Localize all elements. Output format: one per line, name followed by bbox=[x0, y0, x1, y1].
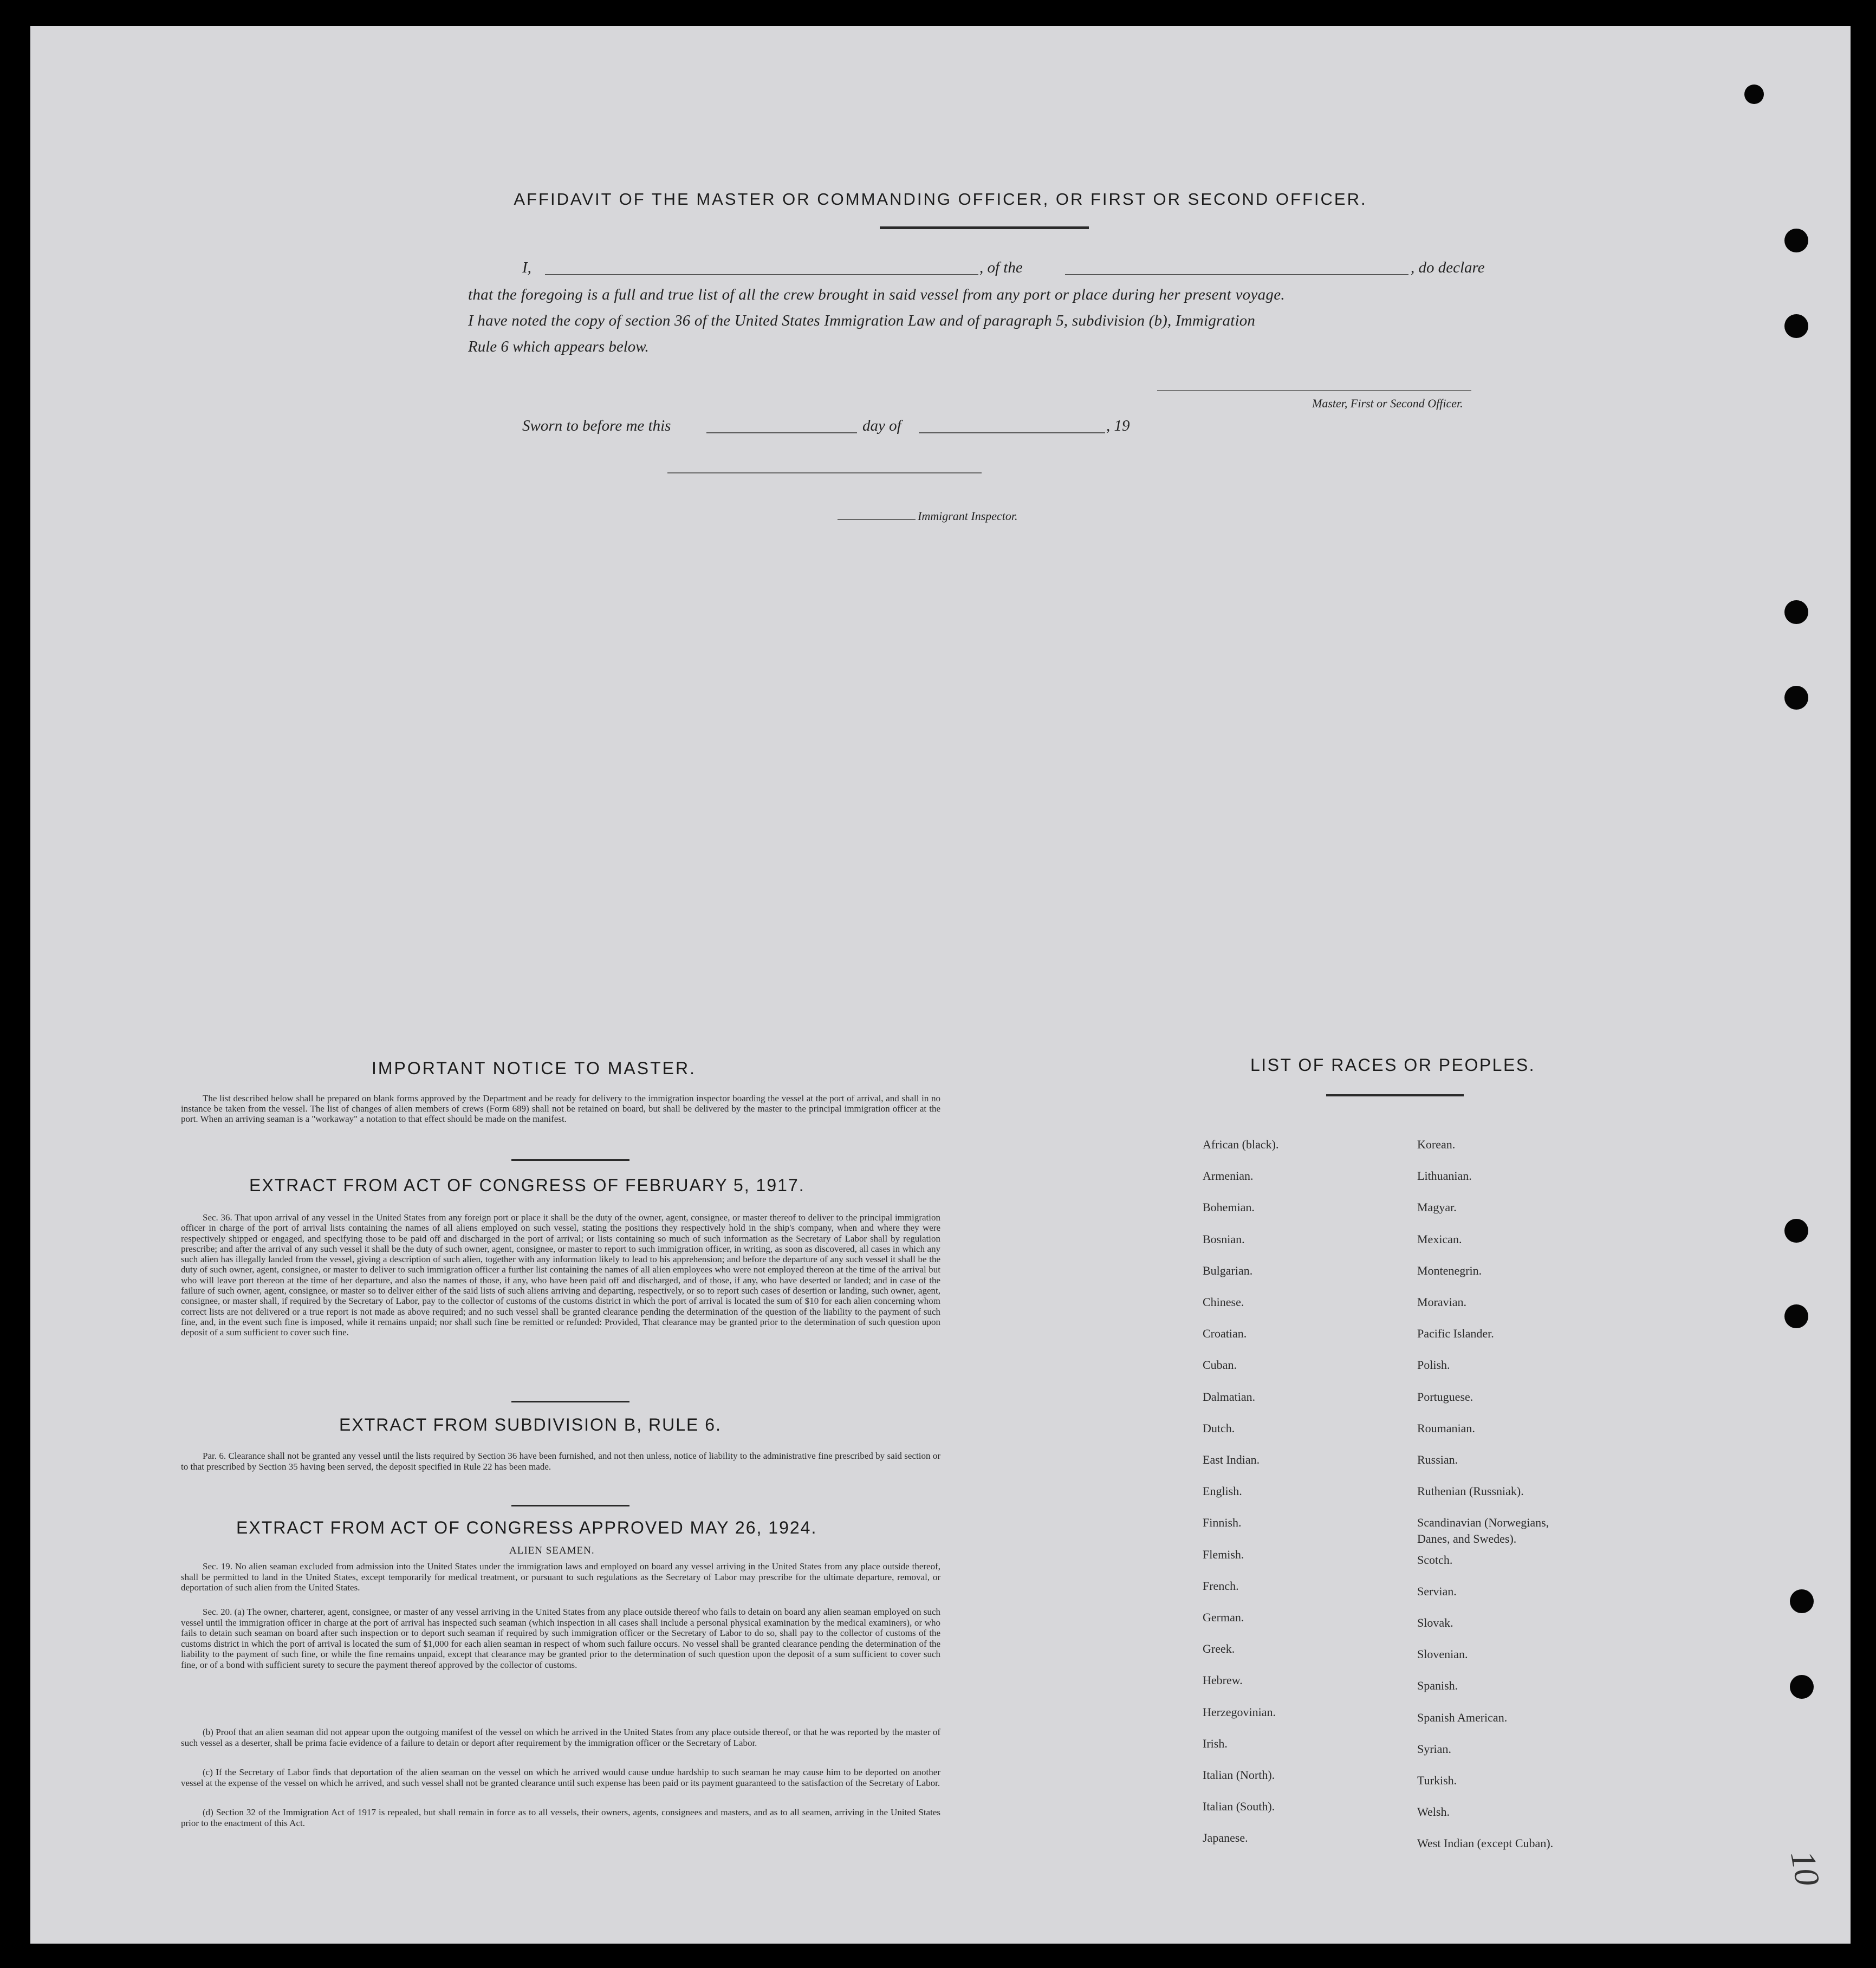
race-right-item: Pacific Islander. bbox=[1417, 1327, 1494, 1341]
race-right-item: Russian. bbox=[1417, 1453, 1458, 1466]
race-left-item: Hebrew. bbox=[1203, 1673, 1243, 1687]
sworn-day-line bbox=[706, 432, 857, 433]
race-right-item: Montenegrin. bbox=[1417, 1263, 1482, 1277]
binder-hole-1 bbox=[1784, 229, 1808, 252]
vessel-blank-line bbox=[1065, 274, 1408, 275]
races-title-rule bbox=[1326, 1094, 1464, 1096]
extract-1917-rule bbox=[511, 1401, 629, 1402]
race-left-item: Dalmatian. bbox=[1203, 1389, 1256, 1404]
extract-1924-title: EXTRACT FROM ACT OF CONGRESS APPROVED MAY 26, 1924. bbox=[236, 1518, 817, 1537]
race-left-item: Cuban. bbox=[1203, 1358, 1237, 1372]
race-right-item: Moravian. bbox=[1417, 1295, 1467, 1309]
race-right-item: Polish. bbox=[1417, 1358, 1450, 1372]
extract-1917-body: Sec. 36. That upon arrival of any vessel in the United States from any foreign port or place it shall be the duty of the owner, agent, consignee, or master thereof to deliver to the principal immigration officer in charge of the port of arrival lists containing the names of all aliens employed on such vessel, stating the positions they respectively hold in the ship's company, when and where they were respectively shipped or engaged, and specifying those to be paid off and discharged in the port of arrival; or lists containing so much of such information as the Secretary of Labor shall by regulation prescribe; and after the arrival of any such vessel it shall be the duty of such owner, agent, consignee, or master to report to such immigration officer, in writing, as soon as discovered, all cases in which any such alien has illegally landed from the vessel, giving a description of such alien, together with any information likely to lead to his apprehension; and before the departure of any such vessel it shall be the duty of such owner, agent, consignee, or master to deliver to such immigration officer a further list containing the names of all alien employees who were not employed thereon at the time of the arrival but who will leave port thereon at the time of her departure, and also the names of those, if any, who have been paid off and discharged, and of those, if any, who have deserted or landed; and in case of the failure of such owner, agent, consignee, or master so to deliver either of the said lists of such aliens arriving and departing, respectively, or so to report such cases of desertion or landing, such owner, agent, consignee, or master shall, if required by the Secretary of Labor, pay to the collector of customs of the customs district in which the port of arrival is located the sum of $10 for each alien concerning whom correct lists are not delivered or a true report is not made as above required; and no such vessel shall be granted clearance pending the determination of the question of the liability to the payment of such fine, and, in the event such fine is imposed, while it remains unpaid; nor shall such fine be remitted or refunded: Provided, That clearance may be granted prior to the determination of such question upon deposit of a sum sufficient to cover such fine. bbox=[181, 1212, 940, 1338]
binder-hole-5 bbox=[1784, 1219, 1808, 1243]
notice-rule bbox=[511, 1159, 629, 1161]
race-right-item: Turkish. bbox=[1417, 1774, 1457, 1787]
race-right-item: Scotch. bbox=[1417, 1553, 1453, 1567]
binder-hole-4 bbox=[1784, 686, 1808, 710]
race-left-item: Croatian. bbox=[1203, 1327, 1247, 1341]
race-left-item: French. bbox=[1203, 1579, 1239, 1593]
race-right-item: Ruthenian (Russniak). bbox=[1417, 1484, 1524, 1498]
races-title: LIST OF RACES OR PEOPLES. bbox=[1250, 1055, 1536, 1075]
race-left-item: Dutch. bbox=[1203, 1421, 1235, 1435]
extract-1924-sec20b: (b) Proof that an alien seaman did not appear upon the outgoing manifest of the vessel on which he arrived in the United States from any place outside thereof, or that he was reported by the master of such vessel as a deserter, shall be prima facie evidence of a failure to detain or deport after requirement by the immigration officer or the Secretary of Labor. bbox=[181, 1727, 940, 1748]
race-right-item: Magyar. bbox=[1417, 1200, 1457, 1214]
affidavit-line-3: I have noted the copy of section 36 of the United States Immigration Law and of paragraph 5, subdivision (b), Immigration bbox=[468, 312, 1256, 329]
sworn-day-label: day of bbox=[862, 417, 901, 434]
race-right-item: Welsh. bbox=[1417, 1805, 1450, 1819]
affidavit-title-rule bbox=[880, 226, 1089, 229]
race-left-item: English. bbox=[1203, 1484, 1242, 1498]
race-left-item: Chinese. bbox=[1203, 1295, 1244, 1309]
affidavit-line-2: that the foregoing is a full and true list of all the crew brought in said vessel from any port or place during her present voyage. bbox=[468, 286, 1285, 303]
race-right-item: Servian. bbox=[1417, 1584, 1457, 1598]
extract-1924-sec20a: Sec. 20. (a) The owner, charterer, agent, consignee, or master of any vessel arriving in the United States from any place outside thereof who fails to detain on board any alien seaman employed on such vessel until the immigration officer in charge at the port of arrival has inspected such seaman (which inspection in all cases shall include a personal physical examination by the medical examiners), or who fails to detain such seaman on board after such inspection or to deport such seaman if required by such immigration officer or the Secretary of Labor to do so, shall pay to the collector of customs of the customs district in which the port of arrival is located the sum of $1,000 for each alien seaman in respect of whom such failure occurs. No vessel shall be granted clearance pending the determination of the liability to the payment of such fine, or while the fine remains unpaid, except that clearance may be granted prior to the determination of such question upon the deposit of a sum sufficient to cover such fine, or of a bond with sufficient surety to secure the payment thereof approved by the collector of customs. bbox=[181, 1607, 940, 1670]
inspector-signature-line bbox=[667, 472, 982, 473]
binder-hole-top bbox=[1744, 85, 1764, 104]
sworn-month-line bbox=[919, 432, 1105, 433]
race-right-item: Slovak. bbox=[1417, 1616, 1453, 1629]
sworn-year-label: , 19 bbox=[1106, 417, 1130, 434]
race-left-item: Greek. bbox=[1203, 1642, 1235, 1656]
race-right-item: Portuguese. bbox=[1417, 1389, 1473, 1404]
extract-rule6-body: Par. 6. Clearance shall not be granted any vessel until the lists required by Section 36 have been furnished, and not then unless, notice of liability to the administrative fine prescribed by said section or to that prescribed by Section 35 having been served, the deposit specified in Rule 22 has been made. bbox=[181, 1451, 940, 1472]
race-left-item: Italian (North). bbox=[1203, 1768, 1275, 1782]
race-left-item: African (black). bbox=[1203, 1138, 1279, 1151]
race-left-item: Bohemian. bbox=[1203, 1200, 1255, 1214]
notice-body: The list described below shall be prepared on blank forms approved by the Department and be ready for delivery to the immigration inspector boarding the vessel at the port of arrival, and shall in no instance be taken from the vessel. The list of changes of alien members of crews (Form 689) shall not be retained on board, but shall be delivered by the master to the principal immigration officer at the port. When an arriving seaman is a "workaway" a notation to that effect should be made on the manifest. bbox=[181, 1093, 940, 1124]
race-right-item: Lithuanian. bbox=[1417, 1169, 1472, 1183]
name-blank-line bbox=[545, 274, 978, 275]
race-left-item: Finnish. bbox=[1203, 1516, 1242, 1530]
race-left-item: Bulgarian. bbox=[1203, 1263, 1253, 1277]
race-left-item: German. bbox=[1203, 1610, 1244, 1624]
notice-title: IMPORTANT NOTICE TO MASTER. bbox=[372, 1058, 696, 1078]
race-left-item: Japanese. bbox=[1203, 1831, 1248, 1845]
race-right-item: Syrian. bbox=[1417, 1742, 1451, 1756]
affidavit-i-label: I, bbox=[522, 259, 531, 276]
signature-label: Master, First or Second Officer. bbox=[1312, 397, 1463, 410]
race-left-item: East Indian. bbox=[1203, 1453, 1260, 1466]
inspector-short-line bbox=[838, 519, 916, 520]
sworn-label: Sworn to before me this bbox=[522, 417, 671, 434]
extract-1924-subtitle: ALIEN SEAMEN. bbox=[509, 1545, 595, 1556]
extract-1917-title: EXTRACT FROM ACT OF CONGRESS OF FEBRUARY 5, 1917. bbox=[249, 1175, 805, 1195]
race-left-item: Bosnian. bbox=[1203, 1232, 1245, 1246]
binder-hole-6 bbox=[1784, 1304, 1808, 1328]
race-right-item: Korean. bbox=[1417, 1138, 1456, 1151]
inspector-label: Immigrant Inspector. bbox=[918, 509, 1018, 523]
race-left-item: Italian (South). bbox=[1203, 1800, 1275, 1814]
race-right-item: Spanish American. bbox=[1417, 1710, 1508, 1724]
race-left-item: Flemish. bbox=[1203, 1547, 1244, 1561]
race-right-item: Roumanian. bbox=[1417, 1421, 1475, 1435]
affidavit-of-the-label: , of the bbox=[979, 259, 1023, 276]
affidavit-do-declare-label: , do declare bbox=[1411, 259, 1485, 276]
binder-hole-7 bbox=[1790, 1589, 1814, 1613]
extract-rule6-rule bbox=[511, 1505, 629, 1506]
handwritten-page-number: 10 bbox=[1783, 1848, 1828, 1889]
binder-hole-8 bbox=[1790, 1675, 1814, 1699]
extract-1924-sec20c: (c) If the Secretary of Labor finds that deportation of the alien seaman on the vessel on which he arrived would cause undue hardship to such seaman he may cause him to be deported on another vessel at the expense of the vessel on which he arrived, and such vessel shall not be granted clearance until such expense has been paid or its payment guaranteed to the satisfaction of the Secretary of Labor. bbox=[181, 1767, 940, 1788]
extract-1924-sec19: Sec. 19. No alien seaman excluded from admission into the United States under the immigration laws and employed on board any vessel arriving in the United States from any place outside thereof, shall be permitted to land in the United States, except temporarily for medical treatment, or pursuant to such regulations as the Secretary of Labor may prescribe for the ultimate departure, removal, or deportation of such alien from the United States. bbox=[181, 1561, 940, 1593]
signature-line bbox=[1157, 390, 1471, 391]
race-right-item: Slovenian. bbox=[1417, 1647, 1468, 1661]
race-left-item: Irish. bbox=[1203, 1736, 1228, 1750]
race-right-item: West Indian (except Cuban). bbox=[1417, 1836, 1554, 1850]
binder-hole-3 bbox=[1784, 600, 1808, 624]
affidavit-line-4: Rule 6 which appears below. bbox=[468, 338, 649, 355]
extract-1924-sec20d: (d) Section 32 of the Immigration Act of 1917 is repealed, but shall remain in force as to all vessels, their owners, agents, consignees and masters, and as to all seamen, arriving in the United States prior to the enactment of this Act. bbox=[181, 1807, 940, 1828]
binder-hole-2 bbox=[1784, 314, 1808, 338]
affidavit-title: AFFIDAVIT OF THE MASTER OR COMMANDING OFFICER, OR FIRST OR SECOND OFFICER. bbox=[514, 190, 1367, 209]
race-left-item: Armenian. bbox=[1203, 1169, 1254, 1183]
race-right-item: Mexican. bbox=[1417, 1232, 1462, 1246]
document-sheet bbox=[30, 26, 1851, 1944]
race-right-item: Scandinavian (Norwegians, Danes, and Swedes). bbox=[1417, 1516, 1549, 1546]
race-left-item: Herzegovinian. bbox=[1203, 1705, 1276, 1719]
race-right-item: Spanish. bbox=[1417, 1679, 1458, 1693]
extract-rule6-title: EXTRACT FROM SUBDIVISION B, RULE 6. bbox=[339, 1415, 722, 1434]
